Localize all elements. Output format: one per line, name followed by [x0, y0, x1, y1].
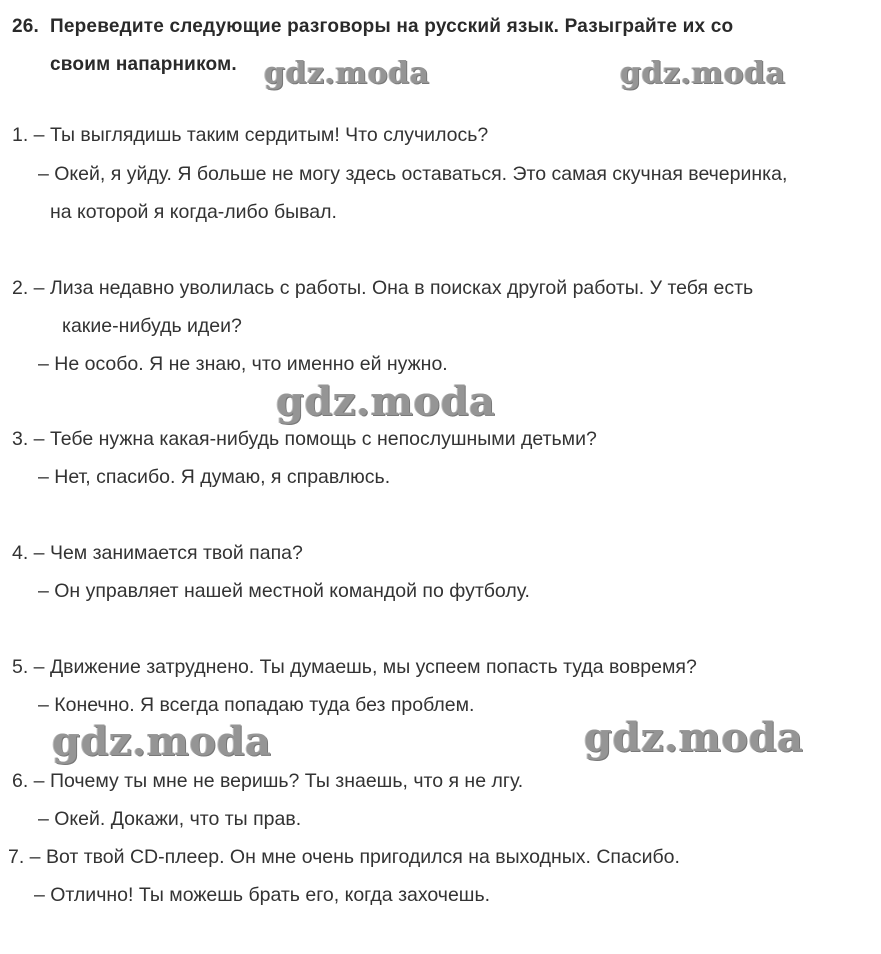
task-title-line2: своим напарником. — [50, 54, 237, 75]
dialog-1-line-2: – Окей, я уйду. Я больше не могу здесь оставаться. Это самая скучная вечеринка, — [38, 163, 788, 185]
task-number: 26. — [12, 16, 40, 37]
dialog-1-line-3: на которой я когда-либо бывал. — [50, 201, 337, 223]
watermark: gdz.moda — [264, 56, 430, 91]
watermark: gdz.moda — [584, 714, 804, 761]
dialog-6-line-1: 6. – Почему ты мне не веришь? Ты знаешь, что я не лгу. — [12, 770, 524, 792]
watermark: gdz.moda — [620, 56, 786, 91]
dialog-1-line-1: 1. – Ты выглядишь таким сердитым! Что случилось? — [12, 124, 489, 146]
watermark: gdz.moda — [276, 378, 496, 425]
task-title-line1: Переведите следующие разговоры на русский язык. Разыграйте их со — [50, 16, 734, 37]
dialog-2-line-3: – Не особо. Я не знаю, что именно ей нужно. — [38, 353, 448, 375]
dialog-3-line-1: 3. – Тебе нужна какая-нибудь помощь с непослушными детьми? — [12, 428, 597, 450]
dialog-7-line-2: – Отлично! Ты можешь брать его, когда захочешь. — [34, 884, 491, 906]
dialog-2-line-1: 2. – Лиза недавно уволилась с работы. Она в поисках другой работы. У тебя есть — [12, 277, 754, 299]
dialog-5-line-2: – Конечно. Я всегда попадаю туда без проблем. — [38, 694, 475, 716]
dialog-4-line-2: – Он управляет нашей местной командой по футболу. — [38, 580, 530, 602]
dialog-5-line-1: 5. – Движение затруднено. Ты думаешь, мы успеем попасть туда вовремя? — [12, 656, 697, 678]
dialog-7-line-1: 7. – Вот твой CD-плеер. Он мне очень пригодился на выходных. Спасибо. — [8, 846, 680, 868]
watermark: gdz.moda — [52, 718, 272, 765]
dialog-4-line-1: 4. – Чем занимается твой папа? — [12, 542, 303, 564]
dialog-6-line-2: – Окей. Докажи, что ты прав. — [38, 808, 302, 830]
dialog-2-line-2: какие-нибудь идеи? — [62, 315, 242, 337]
dialog-3-line-2: – Нет, спасибо. Я думаю, я справлюсь. — [38, 466, 391, 488]
